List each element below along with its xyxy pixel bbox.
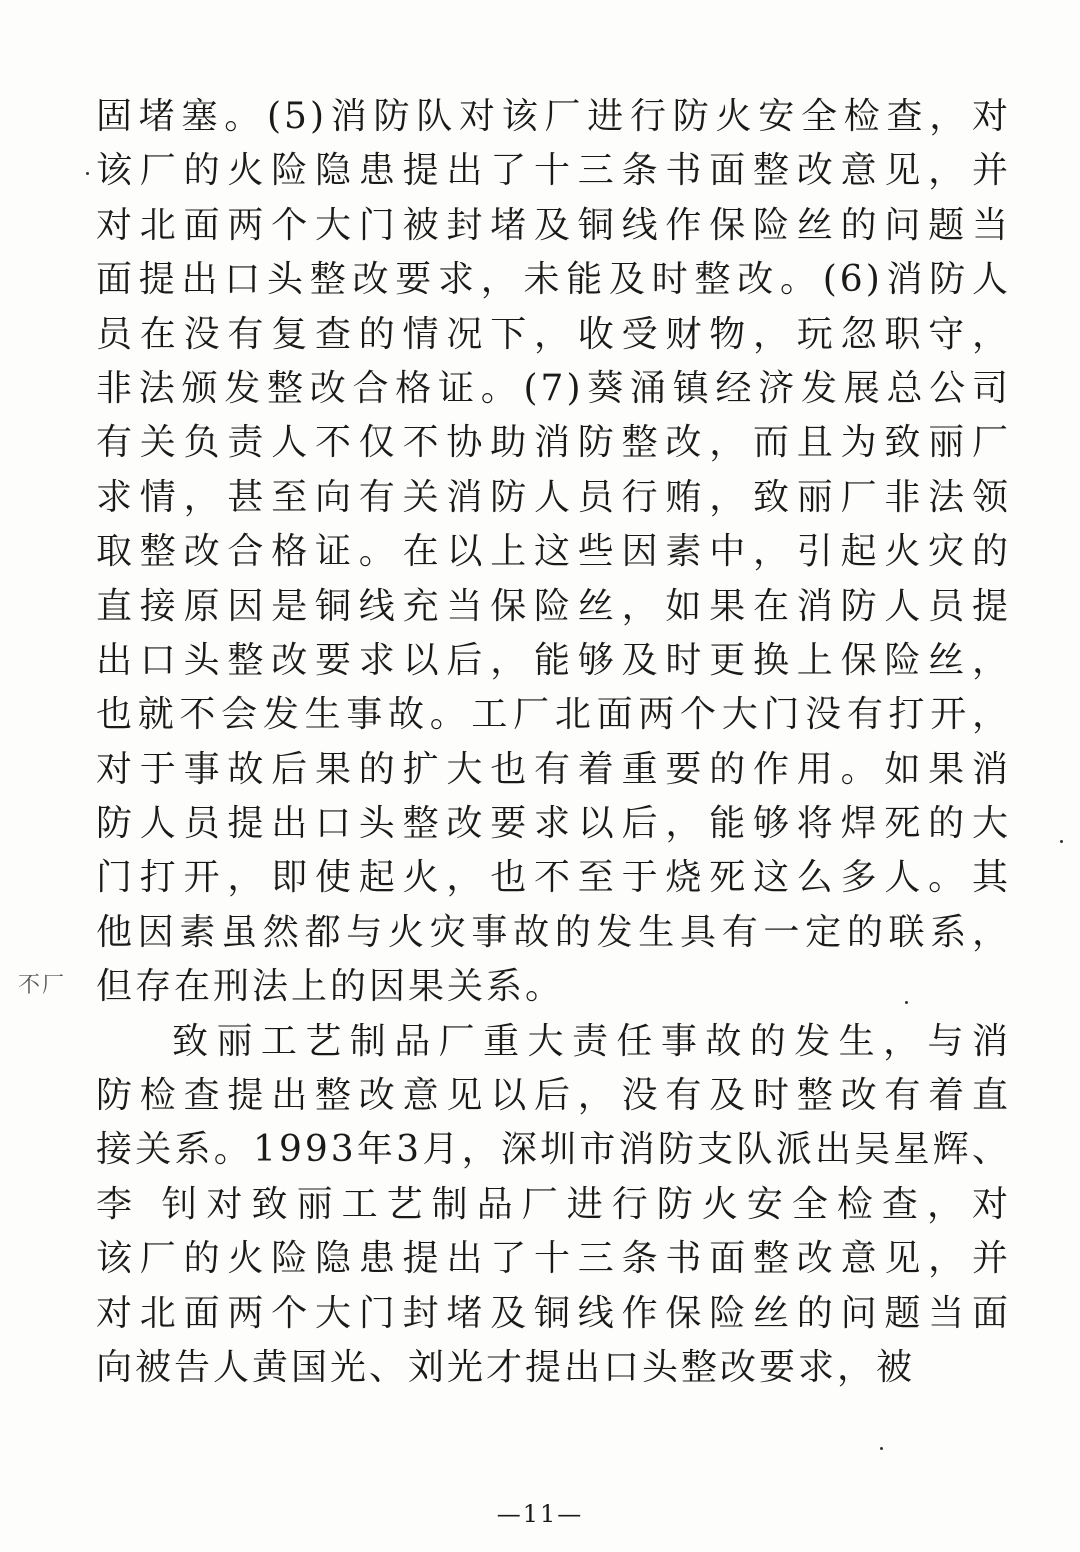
scan-speck xyxy=(1060,840,1063,843)
scan-speck xyxy=(86,172,89,175)
handwritten-margin-note: 不厂 xyxy=(18,973,67,998)
paragraph xyxy=(96,1015,1011,1396)
page-number: —11— xyxy=(496,1500,584,1528)
paragraph xyxy=(96,90,1011,1015)
text-line: 他因素虽然都与火灾事故的发生具有一定的联系， xyxy=(96,911,1011,953)
text-line: 对北面两个大门被封堵及铜线作保险丝的问题当 xyxy=(96,204,1011,246)
text-line: 对于事故后果的扩大也有着重要的作用。如果消 xyxy=(96,748,1011,790)
text-line: 该厂的火险隐患提出了十三条书面整改意见，并 xyxy=(96,150,1011,192)
text-line: 取整改合格证。在以上这些因素中，引起火灾的 xyxy=(96,531,1011,573)
text-line: 致丽工艺制品厂重大责任事故的发生，与消 xyxy=(172,1020,1011,1062)
text-line: 员在没有复查的情况下，收受财物，玩忽职守， xyxy=(96,313,1011,355)
text-line: 防检查提出整改意见以后，没有及时整改有着直 xyxy=(96,1075,1011,1117)
text-line: 但存在刑法上的因果关系。 xyxy=(96,966,565,1008)
text-line: 出口头整改要求以后，能够及时更换上保险丝， xyxy=(96,639,1011,681)
text-line: 有关负责人不仅不协助消防整改，而且为致丽厂 xyxy=(96,422,1011,464)
text-line: 该厂的火险隐患提出了十三条书面整改意见，并 xyxy=(96,1238,1011,1280)
text-line: 接关系。1993年3月，深圳市消防支队派出吴星辉、 xyxy=(96,1129,1011,1171)
text-line: 防人员提出口头整改要求以后，能够将焊死的大 xyxy=(96,803,1011,845)
text-line: 也就不会发生事故。工厂北面两个大门没有打开， xyxy=(96,694,1011,736)
document-body xyxy=(96,90,1011,1395)
scan-speck xyxy=(880,1447,883,1450)
text-line: 固堵塞。(5)消防队对该厂进行防火安全检查，对 xyxy=(96,96,1011,137)
scan-speck xyxy=(905,1001,908,1004)
text-line: 向被告人黄国光、刘光才提出口头整改要求，被 xyxy=(96,1346,916,1388)
text-line: 非法颁发整改合格证。(7)葵涌镇经济发展总公司 xyxy=(96,367,1011,409)
text-line: 李 钊对致丽工艺制品厂进行防火安全检查，对 xyxy=(96,1183,1011,1225)
text-line: 面提出口头整改要求，未能及时整改。(6)消防人 xyxy=(96,259,1011,301)
text-line: 对北面两个大门封堵及铜线作保险丝的问题当面 xyxy=(96,1292,1011,1334)
text-line: 直接原因是铜线充当保险丝，如果在消防人员提 xyxy=(96,585,1011,627)
text-line: 门打开，即使起火，也不至于烧死这么多人。其 xyxy=(96,857,1011,899)
text-line: 求情，甚至向有关消防人员行贿，致丽厂非法领 xyxy=(96,476,1011,518)
